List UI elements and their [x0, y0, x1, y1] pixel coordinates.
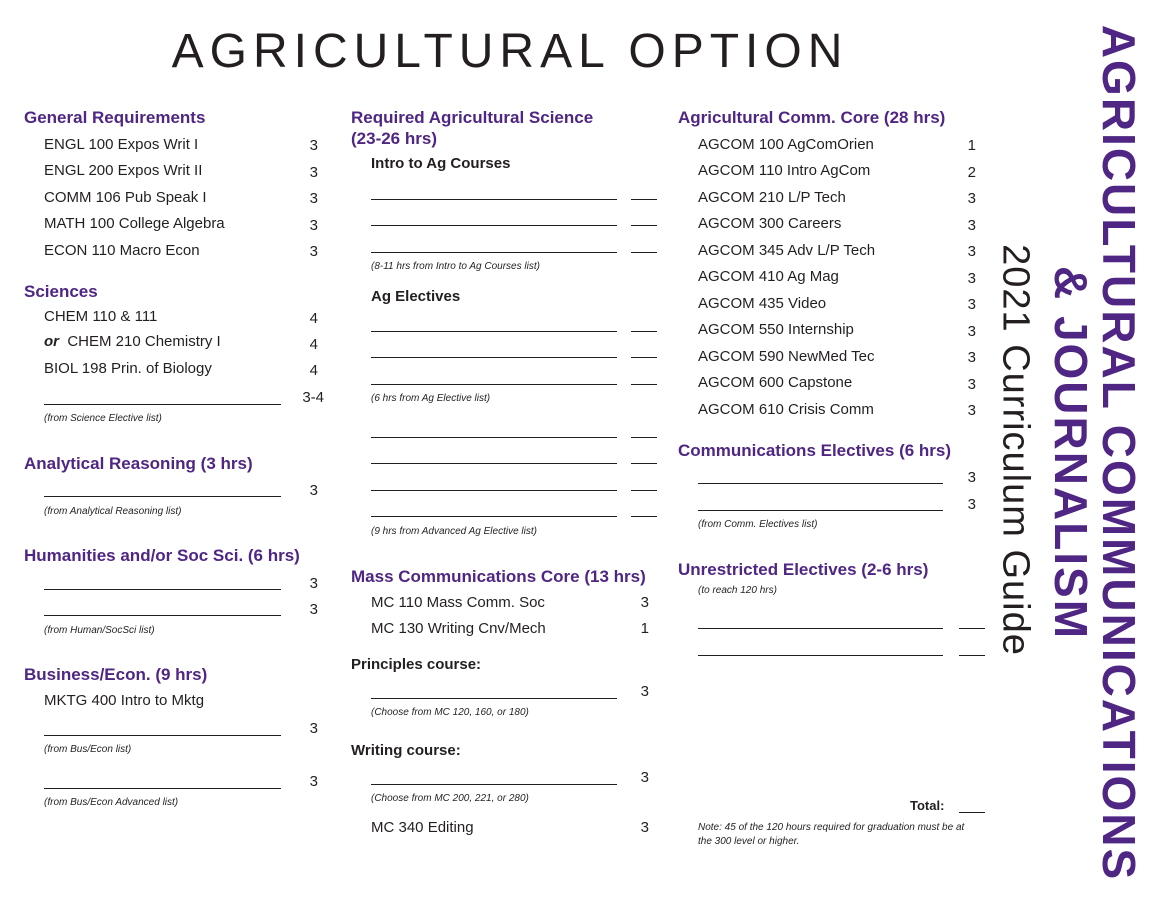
- footnote-line2: the 300 level or higher.: [698, 836, 800, 847]
- course-hours: 3: [640, 594, 649, 611]
- course-hours: 3: [967, 270, 976, 287]
- hours-blank[interactable]: [959, 628, 985, 629]
- course-hours: 3: [309, 243, 318, 260]
- side-subtitle: [985, 205, 1045, 695]
- course-name: MC 130 Writing Cnv/Mech: [371, 620, 546, 637]
- blank-line[interactable]: [371, 357, 617, 358]
- course-name: MC 340 Editing: [371, 819, 474, 836]
- analytical-note: (from Analytical Reasoning list): [44, 506, 182, 517]
- ag-elective-note: (6 hrs from Ag Elective list): [371, 393, 491, 404]
- ag-science-heading: [351, 107, 593, 149]
- course-hours: 3: [309, 773, 318, 790]
- blank-line[interactable]: [698, 628, 943, 629]
- blank-line[interactable]: [371, 225, 617, 226]
- course-name: AGCOM 600 Capstone: [698, 374, 853, 391]
- blank-line[interactable]: [44, 404, 281, 405]
- hours-blank[interactable]: [631, 252, 657, 253]
- course-name: AGCOM 300 Careers: [698, 215, 842, 232]
- course-hours: 3: [309, 164, 318, 181]
- course-hours: 3: [967, 217, 976, 234]
- course-hours: 1: [967, 137, 976, 154]
- footnote-line1: Note: 45 of the 120 hours required for graduation must be at: [698, 822, 965, 833]
- blank-line[interactable]: [698, 483, 943, 484]
- hours-blank[interactable]: [631, 384, 657, 385]
- course-name: AGCOM 590 NewMed Tec: [698, 348, 875, 365]
- course-hours: 3: [309, 482, 318, 499]
- course-name: AGCOM 110 Intro AgCom: [698, 162, 871, 179]
- course-hours: 3: [967, 402, 976, 419]
- course-hours: 3: [967, 243, 976, 260]
- principles-note: (Choose from MC 120, 160, or 180): [371, 707, 529, 718]
- side-title-line2: & JOURNALISM: [1045, 265, 1097, 641]
- course-hours: 3: [967, 469, 976, 486]
- ag-electives-heading: Ag Electives: [371, 288, 461, 305]
- hours-blank[interactable]: [631, 516, 657, 517]
- advanced-ag-note: (9 hrs from Advanced Ag Elective list): [371, 526, 537, 537]
- hours-blank[interactable]: [631, 357, 657, 358]
- comm-electives-heading: Communications Electives (6 hrs): [678, 441, 952, 460]
- writing-heading: Writing course:: [351, 742, 461, 759]
- hours-blank[interactable]: [959, 655, 985, 656]
- course-hours: 3: [967, 296, 976, 313]
- side-title: [1045, 24, 1145, 882]
- course-hours: 3: [309, 575, 318, 592]
- intro-ag-heading: Intro to Ag Courses: [371, 155, 511, 172]
- hours-blank[interactable]: [631, 437, 657, 438]
- blank-line[interactable]: [371, 516, 617, 517]
- intro-ag-note: (8-11 hrs from Intro to Ag Courses list): [371, 261, 540, 272]
- course-hours: 3: [967, 323, 976, 340]
- course-name: ENGL 100 Expos Writ I: [44, 136, 199, 153]
- course-name: CHEM 110 & 111: [44, 308, 158, 325]
- course-name: MC 110 Mass Comm. Soc: [371, 594, 545, 611]
- mass-comm-heading: Mass Communications Core (13 hrs): [351, 567, 646, 586]
- blank-line[interactable]: [371, 437, 617, 438]
- writing-note: (Choose from MC 200, 221, or 280): [371, 793, 529, 804]
- business-heading: Business/Econ. (9 hrs): [24, 665, 208, 684]
- course-name: AGCOM 610 Crisis Comm: [698, 401, 874, 418]
- blank-line[interactable]: [44, 735, 281, 736]
- course-name: AGCOM 345 Adv L/P Tech: [698, 242, 876, 259]
- blank-line[interactable]: [371, 698, 617, 699]
- ag-science-heading-line2: (23-26 hrs): [351, 129, 437, 148]
- hours-blank[interactable]: [631, 463, 657, 464]
- course-hours: 3: [640, 769, 649, 786]
- blank-line[interactable]: [44, 788, 281, 789]
- course-name: BIOL 198 Prin. of Biology: [44, 360, 212, 377]
- business-note: (from Bus/Econ list): [44, 744, 132, 755]
- unrestricted-note: (to reach 120 hrs): [698, 585, 777, 596]
- course-name: AGCOM 210 L/P Tech: [698, 189, 846, 206]
- blank-line[interactable]: [371, 490, 617, 491]
- course-hours: 4: [309, 362, 318, 379]
- course-hours: 3: [967, 376, 976, 393]
- blank-line[interactable]: [371, 384, 617, 385]
- course-alternative: [44, 333, 221, 350]
- blank-line[interactable]: [44, 615, 281, 616]
- course-hours: 3: [640, 819, 649, 836]
- blank-line[interactable]: [44, 589, 281, 590]
- course-hours: 3: [309, 217, 318, 234]
- course-name: ECON 110 Macro Econ: [44, 242, 200, 259]
- blank-line[interactable]: [371, 331, 617, 332]
- course-name: ENGL 200 Expos Writ II: [44, 162, 203, 179]
- course-hours: 4: [309, 310, 318, 327]
- blank-line[interactable]: [371, 463, 617, 464]
- course-name: COMM 106 Pub Speak I: [44, 189, 207, 206]
- course-name: AGCOM 100 AgComOrien: [698, 136, 874, 153]
- course-hours: 1: [640, 620, 649, 637]
- humanities-heading: Humanities and/or Soc Sci. (6 hrs): [24, 546, 300, 565]
- course-hours: 3: [309, 720, 318, 737]
- course-hours: 3: [967, 349, 976, 366]
- blank-line[interactable]: [44, 496, 281, 497]
- course-name: AGCOM 550 Internship: [698, 321, 854, 338]
- page-title: AGRICULTURAL OPTION: [171, 25, 849, 78]
- course-hours: 3: [309, 137, 318, 154]
- hours-blank[interactable]: [631, 490, 657, 491]
- business-advanced-note: (from Bus/Econ Advanced list): [44, 797, 179, 808]
- principles-heading: Principles course:: [351, 656, 482, 673]
- hours-blank[interactable]: [631, 199, 657, 200]
- course-name: AGCOM 410 Ag Mag: [698, 268, 839, 285]
- humanities-note: (from Human/SocSci list): [44, 625, 155, 636]
- course-name: CHEM 210 Chemistry I: [67, 333, 221, 350]
- blank-line[interactable]: [371, 252, 617, 253]
- side-subtitle-text: 2021 Curriculum Guide: [994, 244, 1037, 656]
- course-hours: 3: [309, 190, 318, 207]
- course-name: AGCOM 435 Video: [698, 295, 827, 312]
- course-hours: 3: [309, 601, 318, 618]
- or-label: or: [44, 333, 59, 350]
- course-hours: 2: [967, 164, 976, 181]
- total-blank[interactable]: [959, 812, 985, 813]
- general-requirements-heading: General Requirements: [24, 108, 206, 127]
- blank-line[interactable]: [698, 510, 943, 511]
- blank-line[interactable]: [371, 199, 617, 200]
- course-hours: 3: [640, 683, 649, 700]
- course-hours: 4: [309, 336, 318, 353]
- course-name: MATH 100 College Algebra: [44, 215, 225, 232]
- blank-line[interactable]: [698, 655, 943, 656]
- science-elective-note: (from Science Elective list): [44, 413, 162, 424]
- sciences-heading: Sciences: [24, 282, 98, 301]
- comm-electives-note: (from Comm. Electives list): [698, 519, 818, 530]
- unrestricted-electives-heading: Unrestricted Electives (2-6 hrs): [678, 560, 929, 579]
- course-hours: 3: [967, 496, 976, 513]
- course-hours: 3-4: [302, 389, 324, 406]
- total-label: Total:: [910, 798, 945, 813]
- analytical-reasoning-heading: Analytical Reasoning (3 hrs): [24, 454, 253, 473]
- blank-line[interactable]: [371, 784, 617, 785]
- side-title-line1: AGRICULTURAL COMMUNICATIONS: [1093, 24, 1145, 882]
- hours-blank[interactable]: [631, 331, 657, 332]
- hours-blank[interactable]: [631, 225, 657, 226]
- ag-science-heading-line1: Required Agricultural Science: [351, 108, 594, 127]
- course-name: MKTG 400 Intro to Mktg: [44, 692, 205, 709]
- course-hours: 3: [967, 190, 976, 207]
- agcomm-core-heading: Agricultural Comm. Core (28 hrs): [678, 108, 946, 127]
